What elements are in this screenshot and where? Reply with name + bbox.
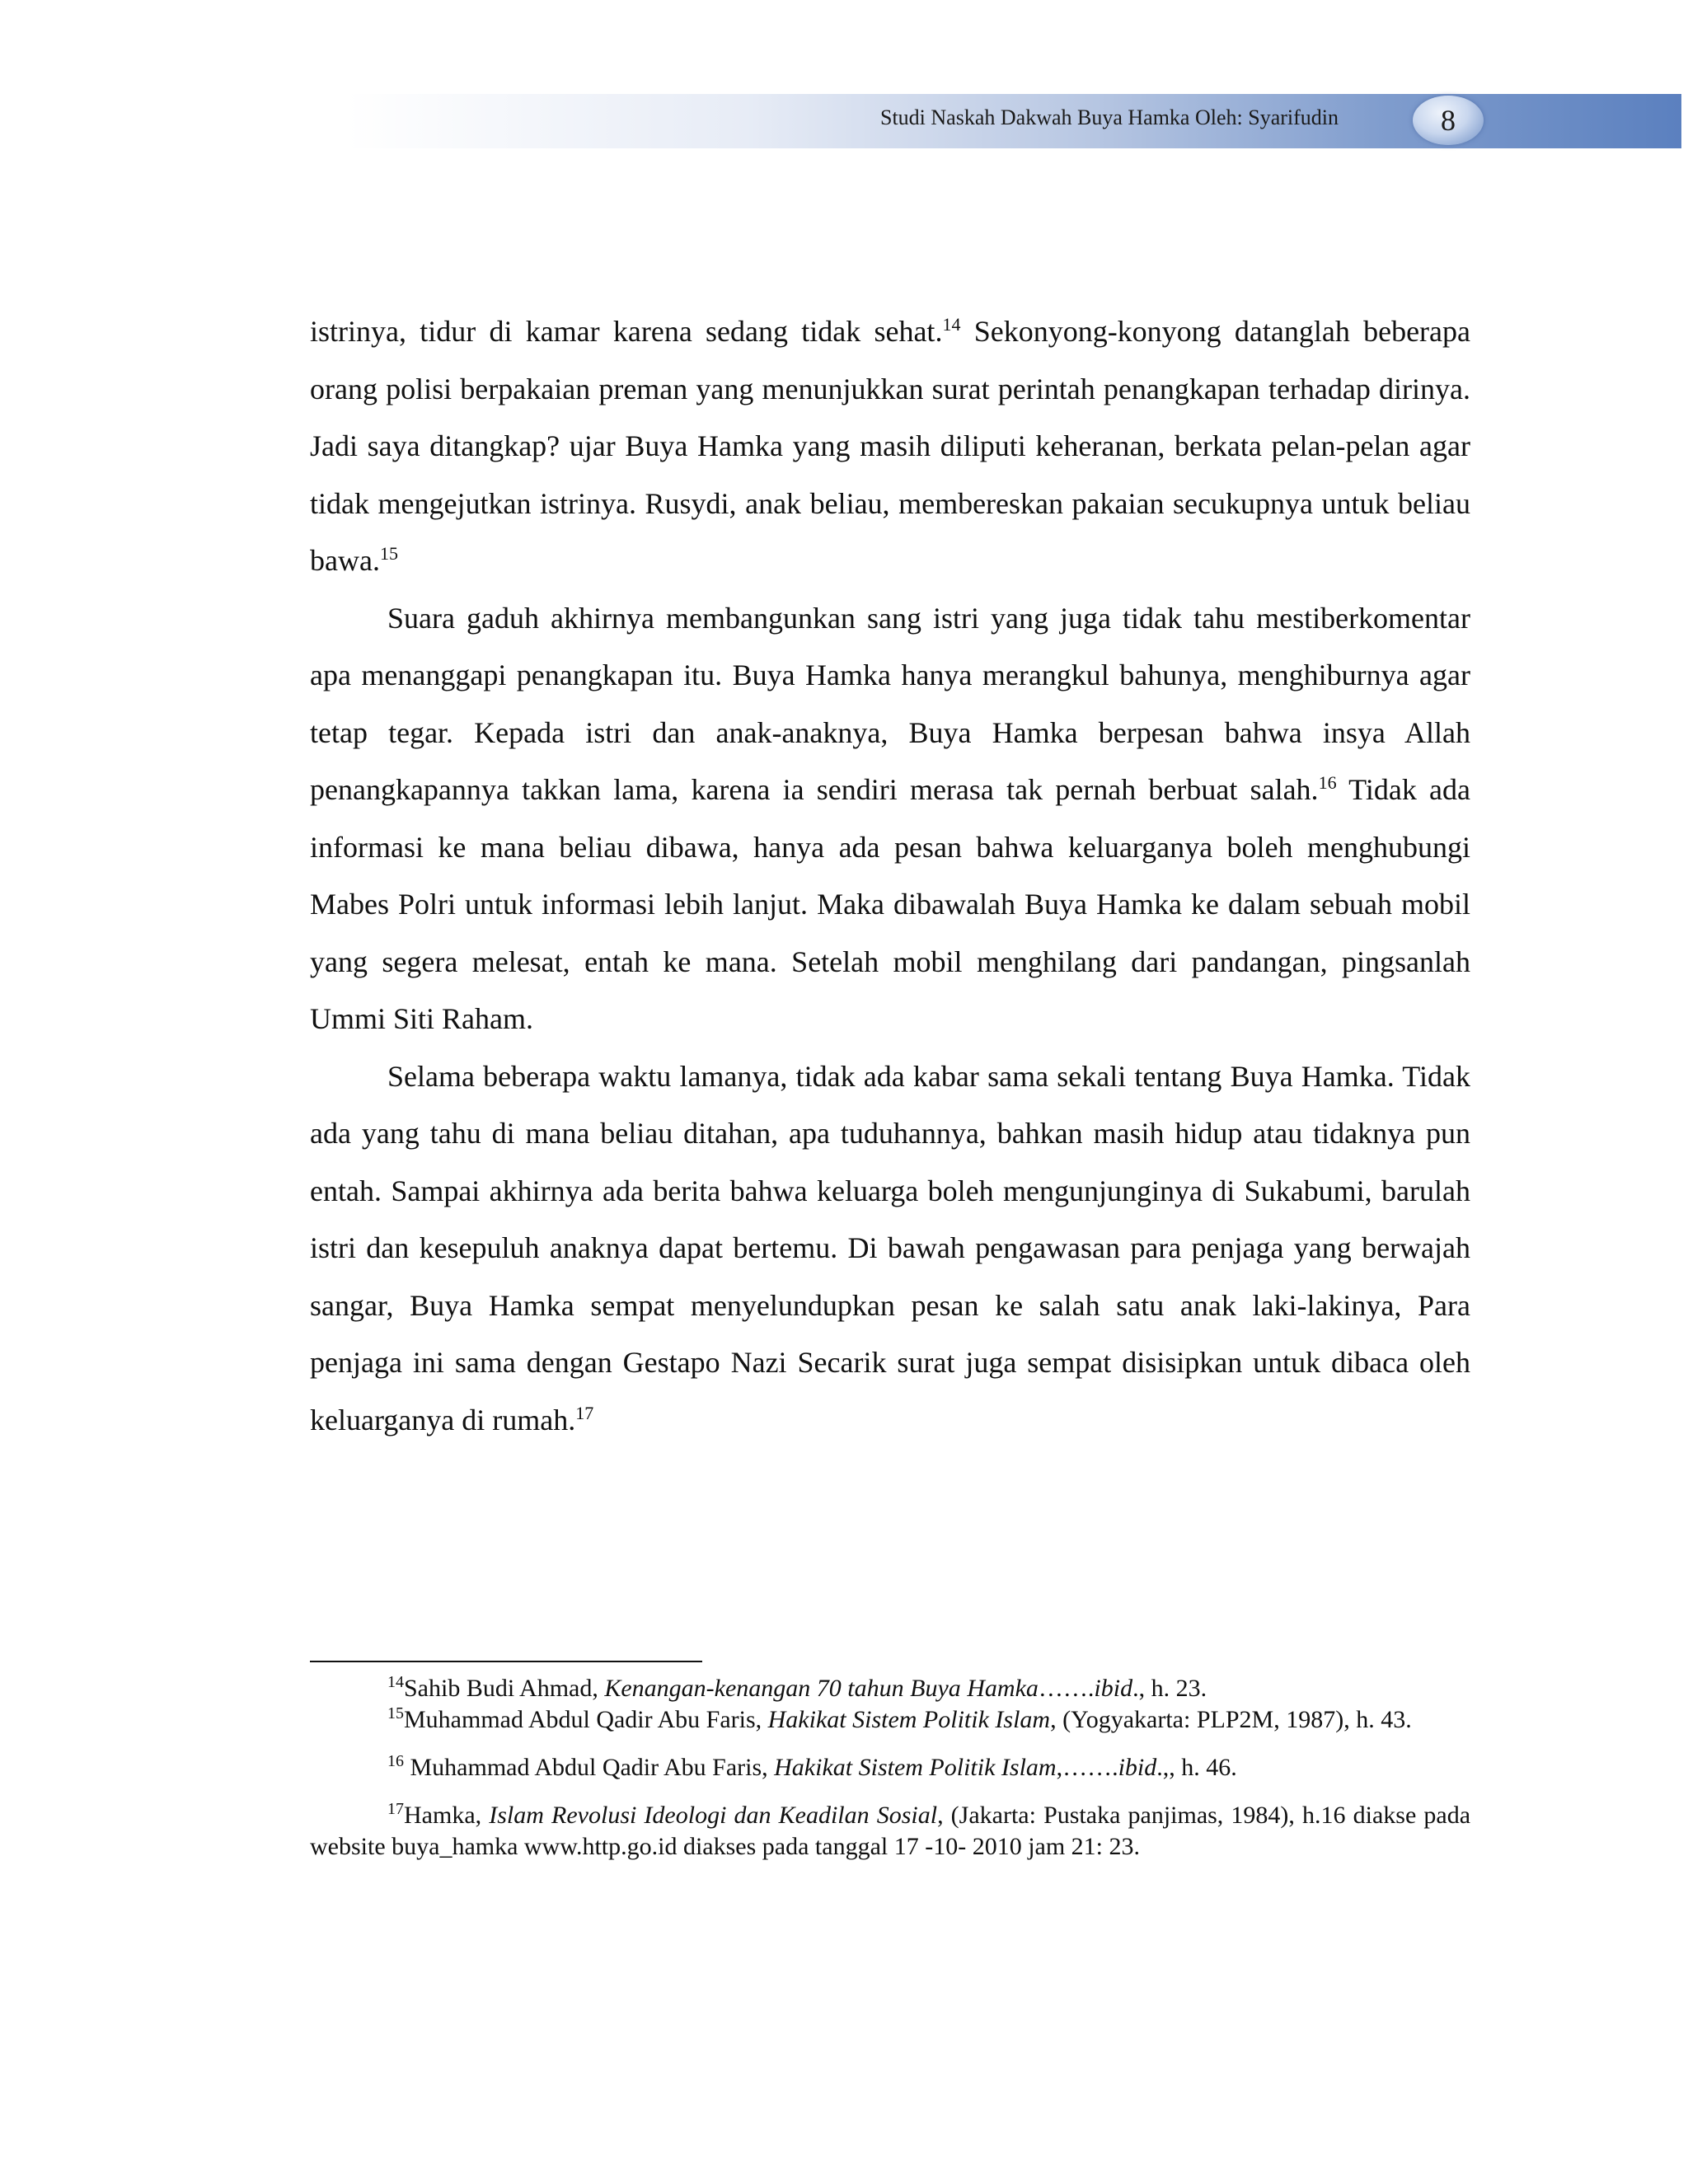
footnote-text: Muhammad Abdul Qadir Abu Faris, [404,1754,775,1781]
footnote-number: 17 [387,1800,404,1818]
footnote-text: ., h. 23. [1132,1675,1207,1702]
footnote-title: Kenangan-kenangan 70 tahun Buya Hamka [604,1675,1039,1702]
running-header-title: Studi Naskah Dakwah Buya Hamka Oleh: Syarifudin [880,105,1339,129]
footnote-15 [310,1704,1470,1736]
footnote-title: Hakikat Sistem Politik Islam [774,1754,1057,1781]
footnote-14 [310,1673,1470,1704]
paragraph-2 [310,590,1470,1048]
footnote-ref-14[interactable]: 14 [942,314,961,335]
footnote-text: .,, h. 46. [1156,1754,1237,1781]
footnote-text: , (Jakarta: Pustaka panjimas, 1984), h.16 diakse pada website buya_hamka www.http.go.id diakses pada tanggal 17 -10- 2010 jam 21: 23. [310,1802,1471,1860]
footnote-text: ,……. [1056,1754,1118,1781]
footnote-text: , (Yogyakarta: PLP2M, 1987), h. 43. [1050,1706,1412,1733]
footnote-title: Hakikat Sistem Politik Islam [767,1706,1051,1733]
footnote-16 [310,1752,1470,1783]
footnote-17 [310,1800,1470,1863]
paragraph-3 [310,1048,1470,1450]
footnotes [310,1673,1470,1863]
paragraph-1 [310,303,1470,590]
footnote-number: 15 [387,1704,404,1722]
footnote-text: Muhammad Abdul Qadir Abu Faris, [404,1706,768,1733]
paragraph-text: Suara gaduh akhirnya membangunkan sang istri yang juga tidak tahu mestiberkomentar apa menanggapi penangkapan itu. Buya Hamka hanya merangkul bahunya, menghiburnya agar tetap tegar. Kepada istri dan anak-anaknya, Buya Hamka berpesan bahwa insya Allah penangkapannya takkan lama, karena ia sendiri merasa tak pernah berbuat salah. [310,601,1470,806]
footnote-ibid: ibid [1118,1754,1157,1781]
footnote-text: Sahib Budi Ahmad, [404,1675,605,1702]
paragraph-text: istrinya, tidur di kamar karena sedang tidak sehat. [310,315,943,348]
paragraph-text: Sekonyong-konyong datanglah beberapa orang polisi berpakaian preman yang menunjukkan surat perintah penangkapan terhadap dirinya. Jadi saya ditangkap? ujar Buya Hamka yang masih diliputi keheranan, berkata pelan-pelan agar tidak mengejutkan istrinya. Rusydi, anak beliau, membereskan pakaian secukupnya untuk beliau bawa. [310,315,1471,577]
footnote-number: 16 [387,1752,404,1770]
body-text [310,303,1470,1449]
footnote-ref-16[interactable]: 16 [1318,772,1337,793]
footnote-ibid: ibid [1094,1675,1133,1702]
footnote-text: ……. [1038,1675,1095,1702]
footnote-title: Islam Revolusi Ideologi dan Keadilan Sosial [489,1802,938,1829]
paragraph-text: Tidak ada informasi ke mana beliau dibawa, hanya ada pesan bahwa keluarganya boleh menghubungi Mabes Polri untuk informasi lebih lanjut. Maka dibawalah Buya Hamka ke dalam sebuah mobil yang segera melesat, entah ke mana. Setelah mobil menghilang dari pandangan, pingsanlah Ummi Siti Raham. [310,773,1470,1035]
footnote-ref-15[interactable]: 15 [379,543,398,564]
paragraph-text: Selama beberapa waktu lamanya, tidak ada kabar sama sekali tentang Buya Hamka. Tidak ada yang tahu di mana beliau ditahan, apa tuduhannya, bahkan masih hidup atau tidaknya pun entah. Sampai akhirnya ada berita bahwa keluarga boleh mengunjunginya di Sukabumi, barulah istri dan kesepuluh anaknya dapat bertemu. Di bawah pengawasan para penjaga yang berwajah sangar, Buya Hamka sempat menyelundupkan pesan ke salah satu anak laki-lakinya, Para penjaga ini sama dengan Gestapo Nazi Secarik surat juga sempat disisipkan untuk dibaca oleh keluarganya di rumah. [310,1059,1470,1436]
footnote-number: 14 [387,1673,404,1691]
page-number-badge: 8 [1413,96,1484,145]
footnote-separator [310,1661,702,1662]
footnote-ref-17[interactable]: 17 [575,1402,594,1423]
footnote-text: Hamka, [404,1802,490,1829]
